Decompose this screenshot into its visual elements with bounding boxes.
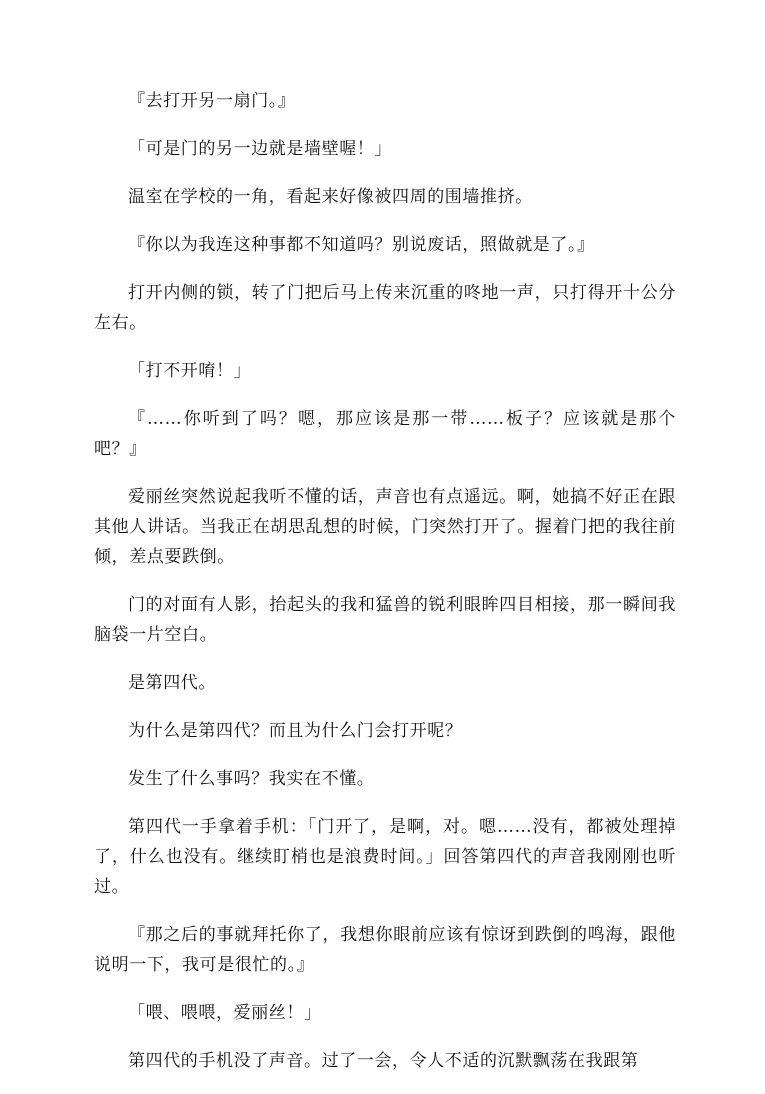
paragraph: 「可是门的另一边就是墙壁喔！」 [128,139,392,159]
paragraph: 发生了什么事吗？我实在不懂。 [128,769,375,789]
page-body [94,86,676,1094]
paragraph: 第四代的手机没了声音。过了一会，令人不适的沉默飘荡在我跟第 [128,1051,639,1071]
paragraph: 打开内侧的锁，转了门把后马上传来沉重的咚地一声，只打得开十公分左右。 [94,283,676,333]
paragraph: 『去打开另一扇门。』 [128,91,296,111]
paragraph: 『……你听到了吗？嗯，那应该是那一带……板子？应该就是那个吧？』 [94,409,676,459]
paragraph: 『那之后的事就拜托你了，我想你眼前应该有惊讶到跌倒的鸣海，跟他说明一下，我可是很忙的。』 [94,925,676,975]
paragraph: 第四代一手拿着手机：「门开了，是啊，对。嗯……没有，都被处理掉了，什么也没有。继续盯梢也是浪费时间。」回答第四代的声音我刚刚也听过。 [94,817,676,897]
paragraph: 温室在学校的一角，看起来好像被四周的围墙推挤。 [128,187,533,207]
paragraph: 门的对面有人影，抬起头的我和猛兽的锐利眼眸四目相接，那一瞬间我脑袋一片空白。 [94,595,676,645]
paragraph: 是第四代。 [128,673,216,693]
paragraph: 爱丽丝突然说起我听不懂的话，声音也有点遥远。啊，她搞不好正在跟其他人讲话。当我正在胡思乱想的时候，门突然打开了。握着门把的我往前倾，差点要跌倒。 [94,487,676,567]
paragraph: 「喂、喂喂，爱丽丝！」 [128,1003,322,1023]
paragraph: 『你以为我连这种事都不知道吗？别说废话，照做就是了。』 [128,235,595,255]
paragraph: 为什么是第四代？而且为什么门会打开呢？ [128,721,463,741]
paragraph: 「打不开唷！」 [128,361,252,381]
